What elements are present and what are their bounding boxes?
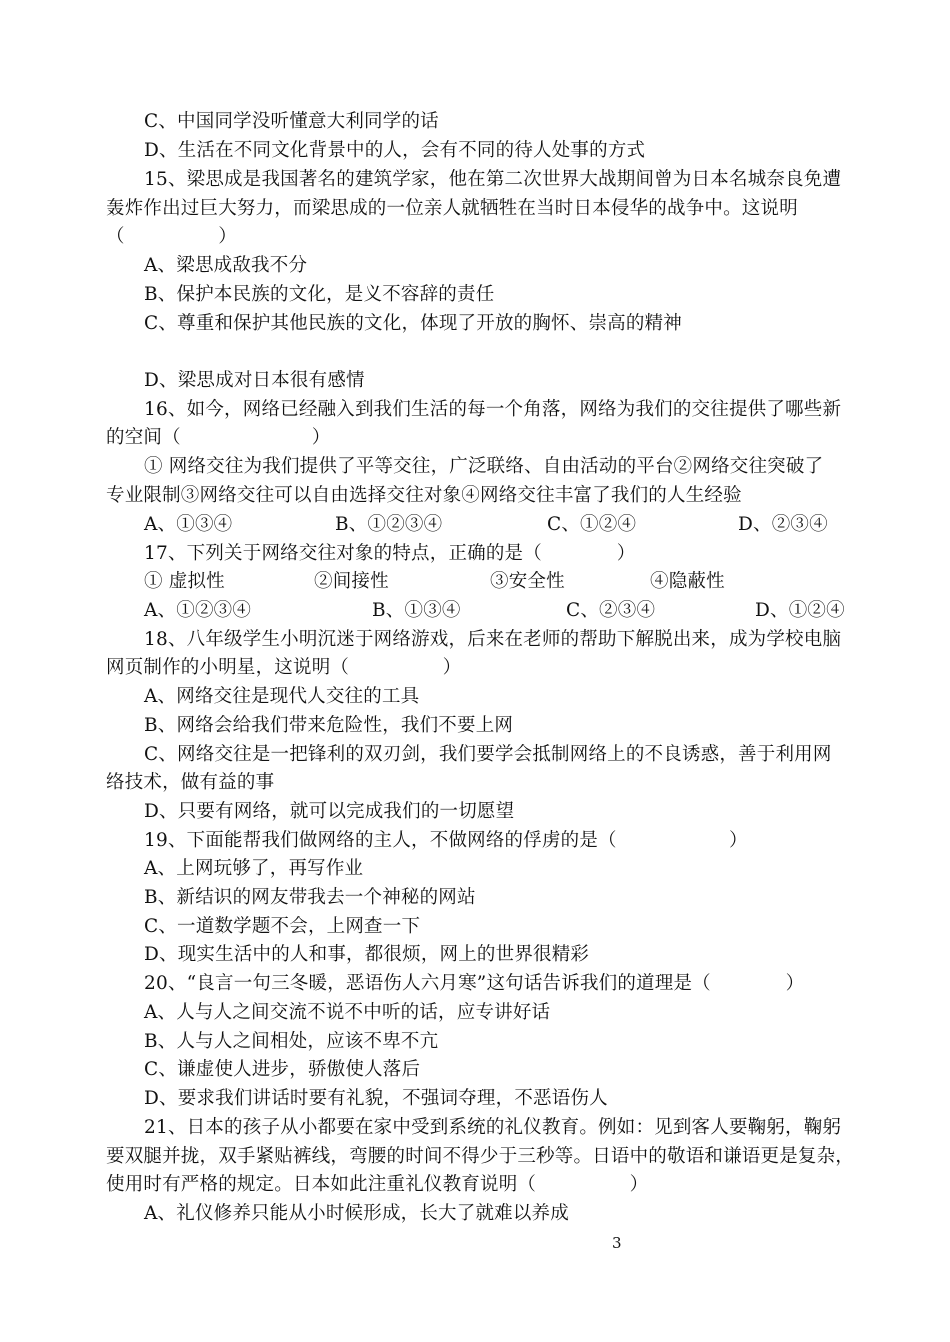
- q21-stem-line-3: 使用时有严格的规定。日本如此注重礼仪教育说明（ ）: [106, 1174, 649, 1195]
- q18-stem-line-1: 18、八年级学生小明沉迷于网络游戏，后来在老师的帮助下解脱出来，成为学校电脑: [144, 629, 842, 650]
- q16-stem-line-2: 的空间（ ）: [106, 427, 331, 448]
- page-number: 3: [612, 1234, 622, 1252]
- q15-option-d: D、梁思成对日本很有感情: [144, 370, 365, 391]
- q15-stem-line-2: 轰炸作出过巨大努力，而梁思成的一位亲人就牺牲在当时日本侵华的战争中。这说明: [106, 198, 798, 219]
- q17-item-1: ① 虚拟性: [144, 571, 225, 592]
- q16-option-a: A、①③④: [144, 514, 233, 535]
- q14-option-d: D、生活在不同文化背景中的人，会有不同的待人处事的方式: [144, 140, 646, 161]
- q21-stem-line-1: 21、日本的孩子从小都要在家中受到系统的礼仪教育。例如：见到客人要鞠躬，鞠躬: [144, 1117, 842, 1138]
- q21-option-a: A、礼仪修养只能从小时候形成，长大了就难以养成: [144, 1203, 569, 1224]
- q14-option-c: C、中国同学没听懂意大利同学的话: [144, 111, 439, 132]
- q18-option-c-line-1: C、网络交往是一把锋利的双刃剑，我们要学会抵制网络上的不良诱惑，善于利用网: [144, 744, 832, 765]
- q17-item-2: ②间接性: [314, 571, 389, 592]
- q16-stem-line-1: 16、如今，网络已经融入到我们生活的每一个角落，网络为我们的交往提供了哪些新: [144, 399, 842, 420]
- q20-option-c: C、谦虚使人进步，骄傲使人落后: [144, 1059, 421, 1080]
- q20-option-b: B、人与人之间相处，应该不卑不亢: [144, 1031, 439, 1052]
- q17-item-4: ④隐蔽性: [650, 571, 725, 592]
- q21-stem-line-2: 要双腿并拢，双手紧贴裤线，弯腰的时间不得少于三秒等。日语中的敬语和谦语更是复杂，: [106, 1146, 855, 1167]
- q17-option-a: A、①②③④: [144, 600, 252, 621]
- q17-option-b: B、①③④: [372, 600, 461, 621]
- q20-option-a: A、人与人之间交流不说不中听的话，应专讲好话: [144, 1002, 551, 1023]
- q19-option-d: D、现实生活中的人和事，都很烦，网上的世界很精彩: [144, 944, 590, 965]
- q15-option-b: B、保护本民族的文化，是义不容辞的责任: [144, 284, 495, 305]
- q17-option-c: C、②③④: [566, 600, 656, 621]
- q19-option-b: B、新结识的网友带我去一个神秘的网站: [144, 887, 476, 908]
- q15-option-c: C、尊重和保护其他民族的文化，体现了开放的胸怀、崇高的精神: [144, 313, 682, 334]
- q16-option-b: B、①②③④: [335, 514, 443, 535]
- q17-option-d: D、①②④: [755, 600, 845, 621]
- q18-option-d: D、只要有网络，就可以完成我们的一切愿望: [144, 801, 515, 822]
- q20-stem: 20、“良言一句三冬暖，恶语伤人六月寒”这句话告诉我们的道理是（ ）: [144, 973, 805, 994]
- q15-option-a: A、梁思成敌我不分: [144, 255, 308, 276]
- q18-option-c-line-2: 络技术，做有益的事: [106, 772, 275, 793]
- q16-statements-line-2: 专业限制③网络交往可以自由选择交往对象④网络交往丰富了我们的人生经验: [106, 485, 742, 506]
- q17-stem: 17、下列关于网络交往对象的特点，正确的是（ ）: [144, 543, 636, 564]
- q15-answer-blank: （ ）: [106, 226, 237, 247]
- q18-stem-line-2: 网页制作的小明星，这说明（ ）: [106, 657, 462, 678]
- q18-option-b: B、网络会给我们带来危险性，我们不要上网: [144, 715, 514, 736]
- q16-statements-line-1: ① 网络交往为我们提供了平等交往，广泛联络、自由活动的平台②网络交往突破了: [144, 456, 824, 477]
- q20-option-d: D、要求我们讲话时要有礼貌，不强词夺理，不恶语伤人: [144, 1088, 608, 1109]
- q17-item-3: ③安全性: [490, 571, 565, 592]
- q15-stem-line-1: 15、梁思成是我国著名的建筑学家，他在第二次世界大战期间曾为日本名城奈良免遭: [144, 169, 842, 190]
- q19-option-a: A、上网玩够了，再写作业: [144, 858, 364, 879]
- q18-option-a: A、网络交往是现代人交往的工具: [144, 686, 420, 707]
- q19-option-c: C、一道数学题不会，上网查一下: [144, 916, 421, 937]
- q19-stem: 19、下面能帮我们做网络的主人，不做网络的俘虏的是（ ）: [144, 830, 748, 851]
- q16-option-d: D、②③④: [738, 514, 828, 535]
- q16-option-c: C、①②④: [547, 514, 637, 535]
